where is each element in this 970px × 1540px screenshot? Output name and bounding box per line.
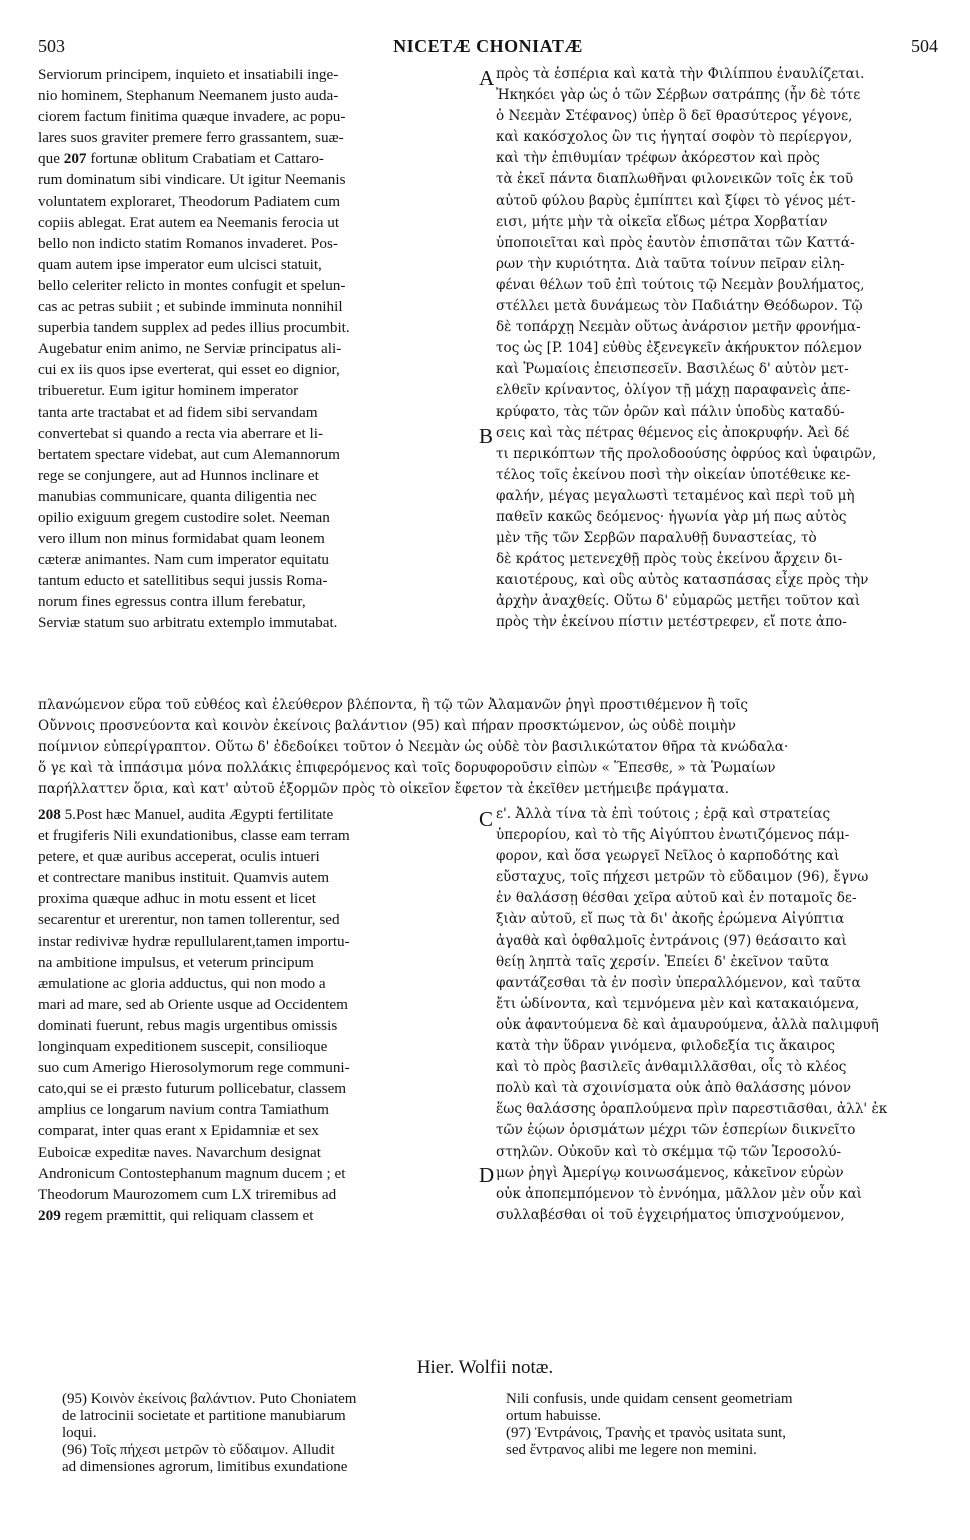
greek-line: φορον, καὶ ὅσα γεωργεῖ Νεῖλος ὁ καρποδότης καὶ bbox=[496, 848, 840, 865]
greek-line: ελθεῖν κρίναντος, ὀλίγον τῇ μάχῃ παραφανεὶς ἀπε- bbox=[496, 382, 851, 399]
latin-line: rum dominatum sibi vindicare. Ut igitur Neemanis bbox=[38, 171, 346, 189]
latin-line: æmulatione ac gloria adductus, qui non modo a bbox=[38, 974, 326, 992]
latin-line: cui ex iis quos ipse everterat, qui esset eo dignior, bbox=[38, 361, 340, 379]
latin-line: norum fines egressus contra illum ferebatur, bbox=[38, 593, 306, 611]
greek-line: φέναι θέλων τοῦ ἐπὶ τούτοις τῷ Νεεμὰν βουλήματος, bbox=[496, 276, 865, 293]
latin-line: Andronicum Contostephanum magnum ducem ; et bbox=[38, 1164, 346, 1182]
latin-line: bello celeriter relicto in montes confugit et spelun- bbox=[38, 276, 346, 294]
greek-line: ὁ Νεεμὰν Στέφανος) ὑπὲρ ὃ δεῖ θρασύτερος γέγονε, bbox=[496, 108, 853, 125]
latin-line: nio hominem, Stephanum Neemanem justo auda- bbox=[38, 87, 339, 105]
greek-line: στηλῶν. Οὐκοῦν καὶ τὸ σκέμμα τῷ τῶν Ἱεροσολύ- bbox=[496, 1143, 842, 1160]
paragraph-number: 207 bbox=[63, 150, 87, 168]
greek-line: σεις καὶ τὰς πέτρας θέμενος εἰς ἀποκρυφήν. Ἀεὶ δέ bbox=[496, 424, 850, 441]
greek-line: εὔσταχυς, τοῖς πήχεσι μετρῶν τὸ εὔδαιμον (96), ἔγνω bbox=[496, 869, 869, 886]
greek-line: ὅ γε καὶ τὰ ἱππάσιμα μόνα πολλάκις ἐπιφερόμενος καὶ τοῖς δορυφοροῦσιν εἰπὼν « Ἕπεσθε, » τὰ Ῥωμαίων bbox=[38, 760, 776, 777]
latin-line: petere, et quæ auribus acceperat, oculis intueri bbox=[38, 848, 320, 866]
margin-mark-a: A bbox=[479, 66, 495, 90]
latin-line: vero illum non minus formidabat quam leonem bbox=[38, 530, 325, 548]
note-line: ad dimensiones agrorum, limitibus exundatione bbox=[62, 1459, 348, 1475]
greek-line: αὐτοῦ φύλου βαρὺς ἐμπίπτει καὶ ξίφει τὸ γένος μέτ- bbox=[496, 192, 856, 209]
greek-line: καὶ Ῥωμαίοις ἐπεισπεσεῖν. Βασιλέως δ' αὐτὸν μετ- bbox=[496, 361, 849, 378]
greek-line: παρήλλαττεν ὅρια, καὶ κατ' αὐτοῦ ἐξορμῶν πρὸς τὸ οἰκεῖον ἔφετον τὰ ἐκεῖθεν μετήμειβε πράγματα. bbox=[38, 781, 730, 798]
greek-line: πλανώμενον εὕρα τοῦ εὐθέος καὶ ἐλεύθερον βλέποντα, ἢ τῷ τῶν Ἀλαμανῶν ῥηγὶ προστιθέμενον ἢ τοῖς bbox=[38, 697, 749, 713]
margin-mark-d: D bbox=[479, 1163, 495, 1187]
greek-line: καιοτέρους, καὶ οὓς αὐτὸς κατασπάσας εἶχε πρὸς τὴν bbox=[496, 572, 869, 589]
greek-line: οὐκ ἀποπεμπόμενον τὸ ἐννόημα, μᾶλλον μὲν οὖν καὶ bbox=[496, 1185, 863, 1202]
latin-line: Euboicæ expeditæ naves. Navarchum designat bbox=[38, 1143, 322, 1161]
latin-line: que 207 fortunæ oblitum Crabatiam et Cattaro- bbox=[38, 150, 324, 168]
greek-line: ξιὰν αὐτοῦ, εἴ πως τὰ δι' ἀκοῆς ἐρώμενα Αἰγύπτια bbox=[496, 911, 845, 928]
greek-line: ε'. Ἀλλὰ τίνα τὰ ἐπὶ τούτοις ; ἐρᾷ καὶ στρατείας bbox=[496, 806, 831, 822]
greek-line: εισι, μήτε μὴν τὰ οἰκεῖα εἴδως μέτρα Χορβατίαν bbox=[496, 213, 828, 230]
notes-right-column bbox=[506, 1391, 938, 1459]
page-header bbox=[38, 36, 938, 62]
latin-line: mari ad mare, sed ab Oriente usque ad Occidentem bbox=[38, 995, 348, 1013]
latin-line: lares suos graviter premere ferro grassantem, suæ- bbox=[38, 129, 344, 147]
margin-mark-c: C bbox=[479, 807, 494, 831]
latin-line: secarentur et urerentur, non tamen tollerentur, sed bbox=[38, 911, 340, 929]
latin-line: Serviorum principem, inquieto et insatiabili inge- bbox=[38, 66, 339, 83]
latin-line: bertatem spectare videbat, aut cum Alemannorum bbox=[38, 445, 340, 463]
latin-line: na ambitione impulsus, et veterum principum bbox=[38, 953, 314, 971]
greek-line: συλλαβέσθαι οἱ τοῦ ἐγχειρήματος ὑπισχνούμενον, bbox=[496, 1206, 845, 1223]
greek-line: καὶ κακόσχολος ὢν τις ἡγηταί σοφὸν τὸ περίεργον, bbox=[496, 129, 853, 146]
notes-heading: Hier. Wolfii notæ. bbox=[416, 1357, 554, 1378]
greek-line: καὶ τὴν ἐπιθυμίαν τρέφων ἀκόρεστον καὶ πρὸς bbox=[496, 150, 820, 167]
latin-line: longinquam expeditionem suscepit, consilioque bbox=[38, 1038, 328, 1056]
greek-line: ἐν θαλάσσῃ θέσθαι χεῖρα αὐτοῦ καὶ ἐν ποταμοῖς δε- bbox=[496, 890, 857, 907]
greek-line: θείῃ ληπτὰ ταῖς χερσίν. Ἐπείει δ' ἐκεῖνον ταῦτα bbox=[496, 953, 830, 970]
greek-line: ἔτι ὠδίνοντα, καὶ τεμνόμενα μὲν καὶ κατακαιόμενα, bbox=[496, 995, 860, 1012]
latin-line: 208 5.Post hæc Manuel, audita Ægypti fertilitate bbox=[38, 806, 334, 823]
paragraph-number: 208 bbox=[38, 806, 61, 823]
note-line: (96) Τοῖς πήχεσι μετρῶν τὸ εὔδαιμον. Alludit bbox=[62, 1442, 335, 1458]
latin-line: amplius ce longarum navium contra Tamiathum bbox=[38, 1101, 329, 1119]
greek-line: οὐκ ἀφαντούμενα δὲ καὶ ἀμαυρούμενα, ἀλλὰ παλιμφυῆ bbox=[496, 1016, 879, 1033]
running-title: NICETÆ CHONIATÆ bbox=[393, 36, 583, 56]
page-number-right: 504 bbox=[910, 36, 938, 56]
latin-line: Augebatur enim animo, ne Serviæ principatus ali- bbox=[38, 340, 342, 358]
greek-line: Οὔννοις προσνεύοντα καὶ κοινὸν ἐκείνοις βαλάντιον (95) καὶ πήραν προσκτώμενον, ὡς οὐδὲ ποιμὴν bbox=[38, 718, 736, 735]
notes-left-column bbox=[62, 1391, 472, 1476]
latin-line: Theodorum Maurozomem cum LX triremibus ad bbox=[38, 1185, 337, 1203]
greek-line: δὲ τοπάρχῃ Νεεμὰν οὕτως ἀνάρσιον μετῆν φρονήμα- bbox=[496, 319, 861, 336]
greek-line: πρὸς τὰ ἑσπέρια καὶ κατὰ τὴν Φιλίππου ἐναυλίζεται. bbox=[496, 66, 865, 82]
note-line: ortum habuisse. bbox=[506, 1408, 601, 1424]
greek-line: καὶ τὸ πρὸς βασιλεῖς ἁνθαμιλλᾶσθαι, οἷς τὸ κλέος bbox=[496, 1059, 847, 1076]
latin-line: voluntatem exploraret, Theodorum Padiatem cum bbox=[38, 192, 341, 210]
latin-column-section-1 bbox=[38, 64, 474, 634]
latin-line: ciorem factum finitima quæque invadere, ac popu- bbox=[38, 108, 346, 126]
greek-line: φαλήν, μέγας μεγαλωστὶ τεταμένος καὶ περὶ τοῦ μὴ bbox=[496, 487, 855, 504]
page-number-left: 503 bbox=[38, 36, 65, 56]
latin-line: cas ac petras subiit ; et subinde imminuta nonnihil bbox=[38, 298, 343, 316]
latin-line: tantum educto et satellitibus sequi jussis Roma- bbox=[38, 572, 328, 590]
latin-line: proxima quæque adhuc in motu essent et licet bbox=[38, 890, 316, 908]
note-line: sed ἔντρανος alibi me legere non memini. bbox=[506, 1442, 757, 1458]
greek-line: Ἠκηκόει γὰρ ὡς ὁ τῶν Σέρβων σατράπης (ἦν δὲ τότε bbox=[496, 87, 861, 104]
greek-line: στέλλει μετὰ δυνάμεως τὸν Παδιάτην Θεόδωρον. Τῷ bbox=[496, 298, 863, 315]
note-line: loqui. bbox=[62, 1425, 97, 1441]
latin-line: bello non indicto statim Romanos invaderet. Pos- bbox=[38, 234, 338, 252]
paragraph-number: 209 bbox=[38, 1206, 61, 1224]
note-line: (97) Ἐντράνοις, Τρανὴς et τρανὸς usitata sunt, bbox=[506, 1425, 787, 1441]
latin-line: dominati fuerunt, rebus magis urgentibus omissis bbox=[38, 1016, 338, 1034]
greek-line: ἕως θαλάσσης ὁραπλούμενα πρὶν παρεστιᾶσθαι, ἀλλ' ἐκ bbox=[496, 1101, 888, 1118]
latin-line: et contrectare manibus instituit. Quamvis autem bbox=[38, 869, 330, 887]
greek-column-section-1 bbox=[496, 64, 938, 634]
latin-line: 209 regem præmittit, qui reliquam classem et bbox=[38, 1206, 314, 1224]
greek-line: ποίμνιον εὐπερίγραπτον. Οὕτω δ' ἐδεδοίκει τοῦτον ὁ Νεεμὰν ὡς οὐδὲ τὸν βασιλικώτατον θῆρα τὰ κνώδαλα· bbox=[38, 739, 789, 756]
latin-line: tanta arte tractabat et ad fidem sibi servandam bbox=[38, 403, 318, 421]
greek-line: ἀρχὴν ἀναχθείς. Οὕτω δ' εὐμαρῶς μετῆει τοῦτον καὶ bbox=[496, 593, 861, 610]
latin-line: instar redivivæ hydræ repullularent,tamen importu- bbox=[38, 932, 350, 950]
greek-line: ρων τὴν κυριότητα. Διὰ ταῦτα τοίνυν πεῖραν εἰλη- bbox=[496, 255, 845, 272]
latin-line: convertebat si quando a recta via aberrare et li- bbox=[38, 424, 324, 442]
latin-line: Serviæ statum suo arbitratu extemplo immutabat. bbox=[38, 614, 338, 632]
latin-line: copiis ablegat. Erat autem ea Neemanis ferocia ut bbox=[38, 213, 340, 231]
latin-line: rege se conjungere, aut ad Hunnos inclinare et bbox=[38, 466, 319, 484]
latin-line: manubias communicare, quanta diligentia nec bbox=[38, 487, 317, 505]
greek-line: ὑποποιεῖται καὶ πρὸς ἑαυτὸν ἐπισπᾶται τῶν Καττά- bbox=[496, 234, 855, 251]
latin-line: cæteræ animantes. Nam cum imperator equitatu bbox=[38, 551, 330, 569]
greek-fullwidth-paragraph bbox=[38, 695, 938, 800]
note-line: de latrocinii societate et partitione manubiarum bbox=[62, 1408, 346, 1424]
greek-column-section-2 bbox=[496, 804, 938, 1226]
margin-mark-b: B bbox=[479, 424, 494, 448]
greek-line: τὰ ἐκεῖ πάντα διαπλωθῆναι φιλονεικῶν τοῖς ἐκ τοῦ bbox=[496, 171, 854, 188]
latin-line: suo cum Amerigo Hierosolymorum rege communi- bbox=[38, 1059, 350, 1077]
greek-line: πολὺ καὶ τὰ σχοινίσματα οὐκ ἀπὸ θαλάσσης μόνον bbox=[496, 1080, 852, 1097]
latin-line: quam autem ipse imperator eum ulcisci statuit, bbox=[38, 255, 322, 273]
latin-line: comparat, inter quas erant x Epidamniæ et sex bbox=[38, 1122, 319, 1140]
latin-column-section-2 bbox=[38, 804, 474, 1226]
greek-line: μὲν τῆς τῶν Σερβῶν παραλυθῇ δυναστείας, τὸ bbox=[496, 530, 817, 547]
greek-line: παθεῖν κακῶς δεόμενος· ἠγωνία γὰρ μή πως αὐτὸς bbox=[496, 508, 847, 525]
note-line: Nili confusis, unde quidam censent geometriam bbox=[506, 1391, 793, 1407]
greek-line: τέλος τοῖς ἐκείνου ποσὶ τὴν οἰκείαν ὑποτέθεικε κε- bbox=[496, 466, 851, 483]
greek-line: πρὸς τὴν ἐκείνου πίστιν μετέστρεφεν, εἴ ποτε ἀπο- bbox=[496, 614, 847, 631]
latin-line: et frugiferis Nili exundationibus, classe eam terram bbox=[38, 827, 350, 845]
latin-line: superbia tandem supplex ad pedes illius procumbit. bbox=[38, 319, 350, 337]
greek-line: τῶν ἑῴων ὁρισμάτων μέχρι τῶν ἑσπερίων διικνεῖτο bbox=[496, 1122, 856, 1139]
note-line: (95) Κοινὸν ἐκείνοις βαλάντιον. Puto Choniatem bbox=[62, 1391, 357, 1407]
greek-line: φαντάζεσθαι τὰ ἐν ποσὶν ὑπεραλλόμενον, καὶ ταῦτα bbox=[496, 974, 861, 991]
latin-line: opilio exiguum gregem custodire solet. Neeman bbox=[38, 508, 330, 526]
latin-line: cato,qui se ei præsto futurum pollicebatur, classem bbox=[38, 1080, 347, 1098]
greek-line: κατὰ τὴν ὕδραν γινόμενα, φιλοδεξία τις ἄκαιρος bbox=[496, 1038, 835, 1055]
greek-line: δὲ κράτος μετενεχθῇ πρὸς τοὺς ἐκείνου ἄρχειν δι- bbox=[496, 551, 843, 568]
greek-line: τος ὡς [P. 104] εὐθὺς ἐξενεγκεῖν ἀκήρυκτον πόλεμον bbox=[496, 340, 862, 357]
greek-line: ὑπερορίου, καὶ τὸ τῆς Αἰγύπτου ἐνωτιζόμενος πάμ- bbox=[496, 827, 850, 844]
greek-line: μων ῥηγὶ Ἀμερίγῳ κοινωσάμενος, κἀκεῖνον εὑρὼν bbox=[496, 1164, 844, 1181]
greek-line: κρύφατο, τὰς τῶν ὀρῶν καὶ πάλιν ὑποδὺς καταδύ- bbox=[496, 403, 845, 420]
greek-line: ἀγαθὰ καὶ ὀφθαλμοῖς ἐντράνοις (97) θεάσαιτο καὶ bbox=[496, 932, 847, 949]
greek-line: τι περικόπτων τῆς προλοδοούσης ὀφρύος καὶ ὑφαιρῶν, bbox=[496, 445, 877, 462]
latin-line: tribueretur. Eum igitur hominem imperator bbox=[38, 382, 299, 400]
